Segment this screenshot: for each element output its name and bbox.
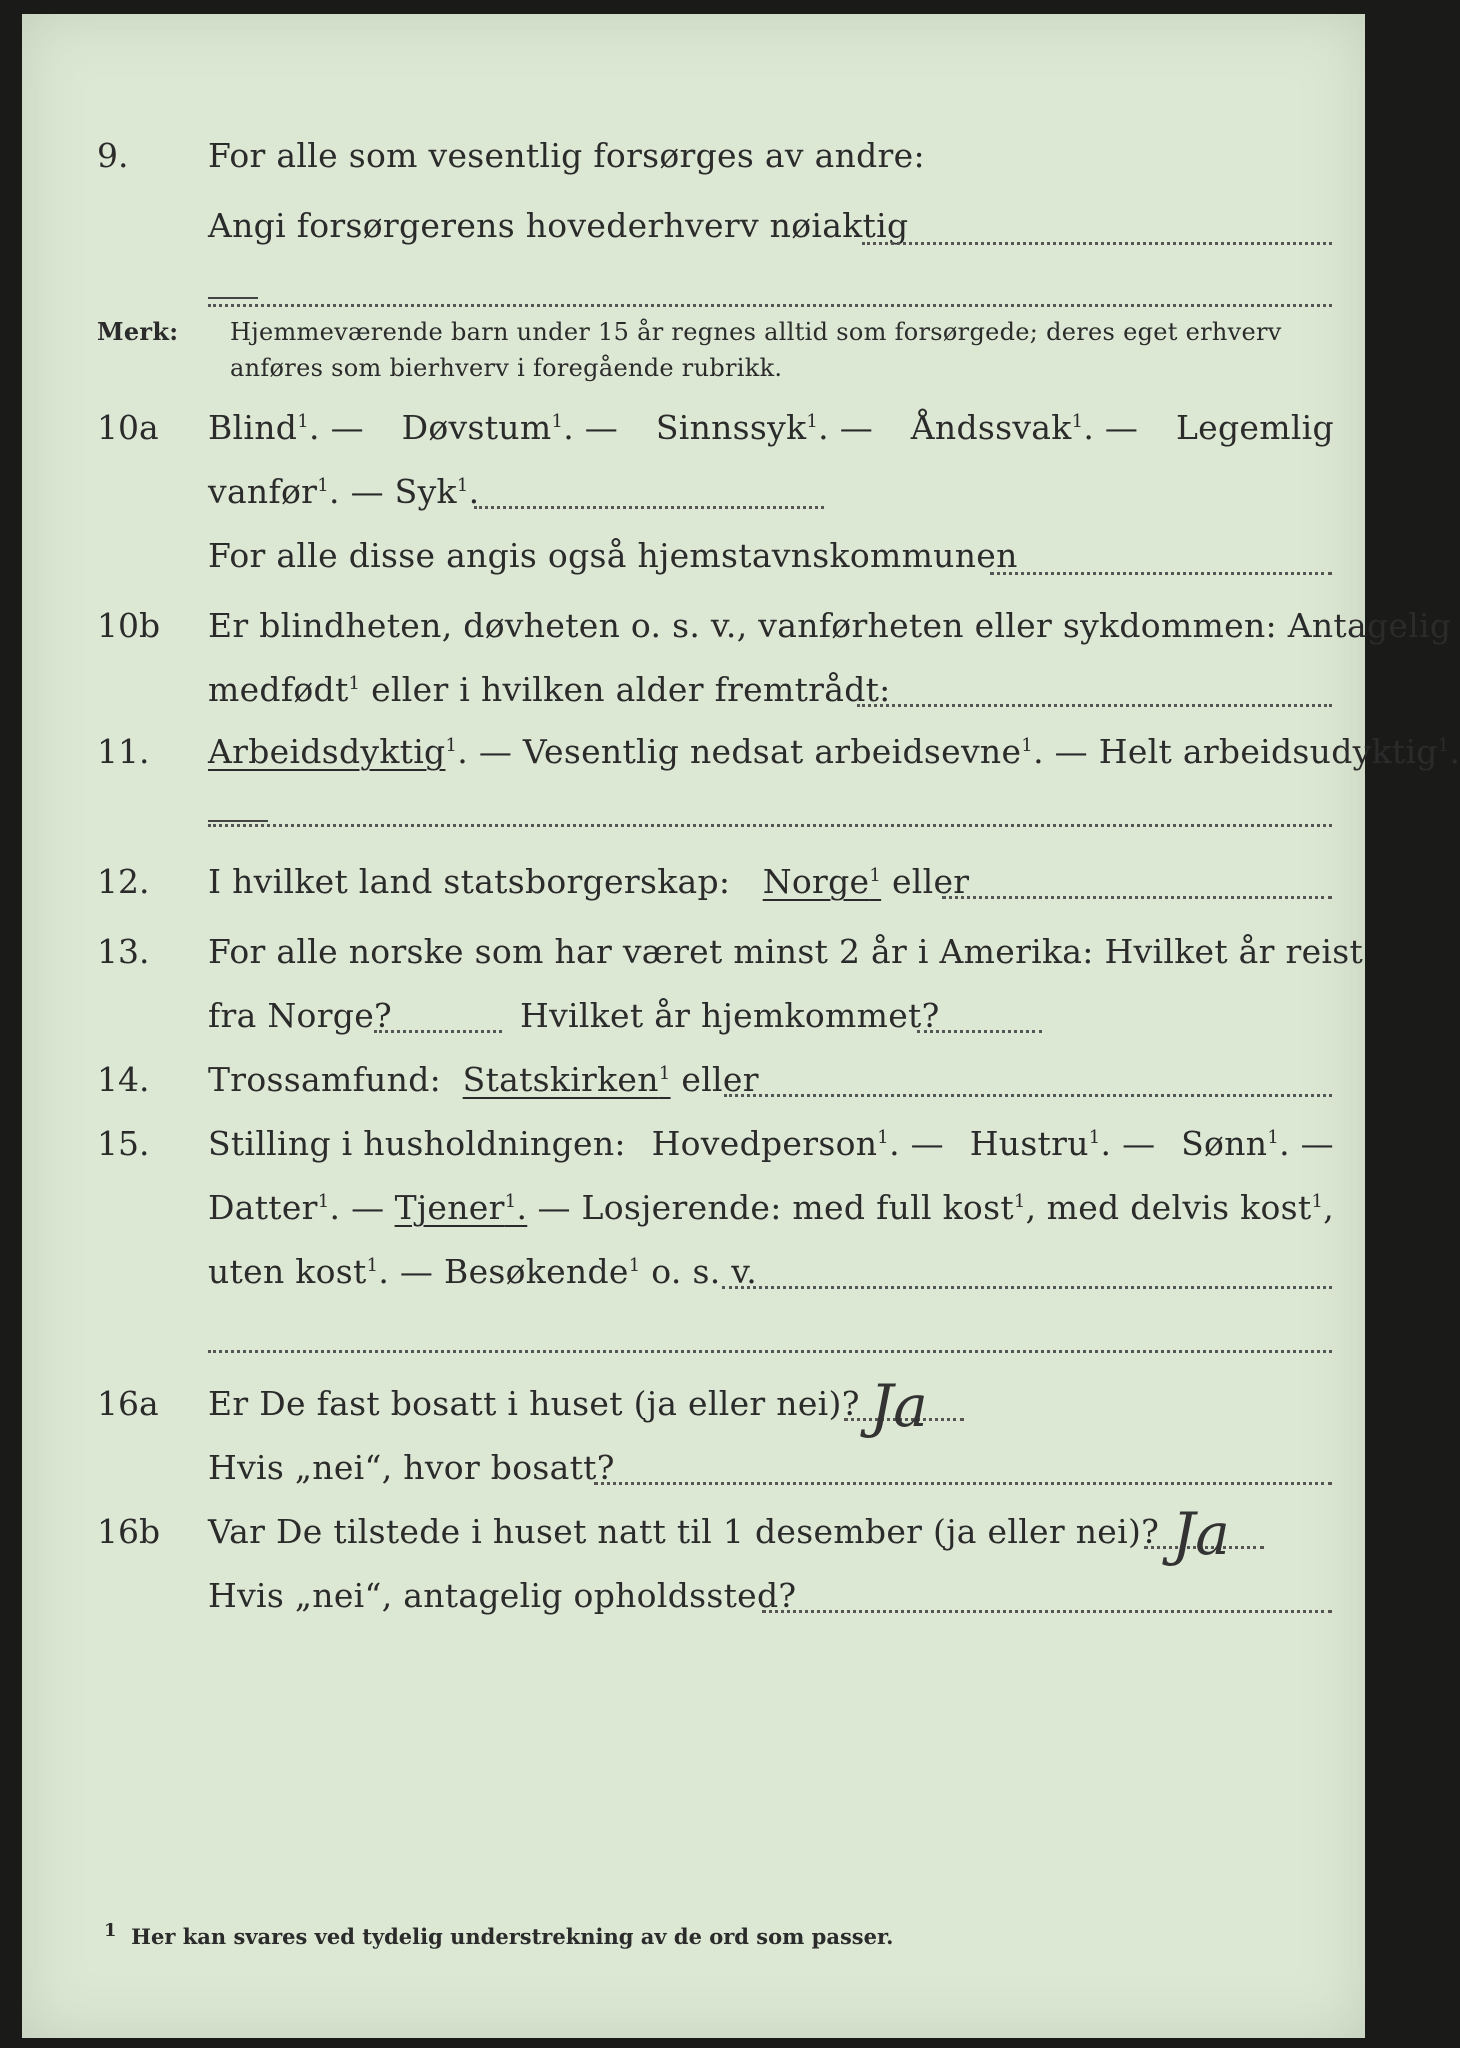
q16b-line2: Hvis „nei“, antagelig opholdssted? <box>208 1576 797 1615</box>
q10a-andssvak[interactable]: Åndssvak$^1$. — <box>910 408 1139 447</box>
q13-fra-line[interactable] <box>374 1030 502 1033</box>
q15-answer-line-2[interactable] <box>208 1350 1332 1353</box>
q12-text: I hvilket land statsborgerskap: <box>208 862 731 901</box>
q15-delvis[interactable]: med delvis kost$^1$, <box>1046 1188 1334 1227</box>
q10a-number: 10a <box>97 408 159 447</box>
q9-number: 9. <box>97 136 129 175</box>
q15-datter[interactable]: Datter$^1$. — <box>208 1188 385 1227</box>
q15-sonn[interactable]: Sønn$^1$. — <box>1181 1124 1334 1163</box>
q16a-line2: Hvis „nei“, hvor bosatt? <box>208 1448 615 1487</box>
q9-rule <box>208 297 258 299</box>
q13-number: 13. <box>97 932 150 971</box>
q11-arbeidsdyktig[interactable]: Arbeidsdyktig <box>208 732 446 771</box>
footnote-text: Her kan svares ved tydelig understrekning av de ord som passer. <box>131 1924 894 1949</box>
q11-number: 11. <box>97 732 150 771</box>
q16a-number: 16a <box>97 1384 159 1423</box>
q13-line1: For alle norske som har været minst 2 år i Amerika: Hvilket år reist <box>208 932 1364 971</box>
q10a-line2 <box>208 472 479 512</box>
q9-line1: For alle som vesentlig forsørges av andre: <box>208 136 925 175</box>
q15-line1 <box>208 1124 1334 1164</box>
q13-fra: fra Norge? <box>208 996 393 1035</box>
q15-tjener[interactable]: Tjener$^1$. <box>394 1188 528 1227</box>
q10a-hjemstavn-line[interactable] <box>990 572 1332 575</box>
q14-statskirken[interactable]: Statskirken$^1$ <box>462 1060 671 1099</box>
q15-osv: o. s. v. <box>651 1252 758 1291</box>
q12-number: 12. <box>97 862 150 901</box>
q16a-line1: Er De fast bosatt i huset (ja eller nei)? <box>208 1384 860 1423</box>
q15-hustru[interactable]: Hustru$^1$. — <box>969 1124 1156 1163</box>
q13-hjem: Hvilket år hjemkommet? <box>520 996 940 1035</box>
q9-answer-line-2[interactable] <box>208 304 1332 307</box>
q10a-line1 <box>208 408 1334 448</box>
merk-label: Merk: <box>97 317 179 346</box>
q15-besokende[interactable]: Besøkende$^1$ <box>444 1252 641 1291</box>
q12-answer-line[interactable] <box>942 896 1332 899</box>
q10a-syk[interactable]: Syk$^1$. <box>394 472 480 511</box>
q14-text: Trossamfund: <box>208 1060 442 1099</box>
q10a-legemlig[interactable]: Legemlig <box>1175 408 1334 447</box>
q14-answer-line[interactable] <box>724 1094 1332 1097</box>
q15-line2 <box>208 1188 1334 1228</box>
q10a-vanfor[interactable]: vanfør$^1$. — <box>208 472 395 511</box>
q13-hjem-line[interactable] <box>917 1030 1042 1033</box>
merk-line2: anføres som bierhverv i foregående rubrikk. <box>230 354 783 382</box>
q11-answer-line[interactable] <box>208 824 1332 827</box>
q10a-syk-line[interactable] <box>474 506 824 509</box>
q11-rule <box>208 820 268 822</box>
q15-uten[interactable]: uten kost$^1$. <box>208 1252 390 1291</box>
q10a-line3: For alle disse angis også hjemstavnskommunen <box>208 536 1018 575</box>
footnote <box>104 1920 894 1949</box>
q12-norge[interactable]: Norge$^1$ <box>762 862 882 901</box>
q10b-line2 <box>208 670 891 710</box>
q15-hovedperson[interactable]: Hovedperson$^1$. — <box>651 1124 944 1163</box>
q15-answer-line[interactable] <box>722 1286 1332 1289</box>
q15-line3: uten kost$^1$. — Besøkende$^1$ o. s. v. <box>208 1252 758 1291</box>
q14-number: 14. <box>97 1060 150 1099</box>
q14-line1 <box>208 1060 759 1100</box>
q11-helt[interactable]: Helt arbeidsudyktig$^1$ <box>1098 732 1450 771</box>
q10b-medfodt[interactable]: medfødt$^1$ <box>208 670 361 709</box>
q11-line1: Arbeidsdyktig$^1$. — Vesentlig nedsat arbeidsevne$^1$. — Helt arbeidsudyktig$^1$. <box>208 732 1460 771</box>
footnote-mark: 1 <box>104 1920 117 1941</box>
q15-losjerende[interactable]: — Losjerende: med full kost$^1$, <box>537 1188 1037 1227</box>
q10a-sinnssyk[interactable]: Sinnssyk$^1$. — <box>655 408 874 447</box>
q15-number: 15. <box>97 1124 150 1163</box>
q10b-line2-rest: eller i hvilken alder fremtrådt: <box>371 670 891 709</box>
q11-nedsat[interactable]: Vesentlig nedsat arbeidsevne$^1$ <box>522 732 1034 771</box>
q10b-line1: Er blindheten, døvheten o. s. v., vanførheten eller sykdommen: Antagelig <box>208 606 1452 645</box>
q14-eller: eller <box>681 1060 759 1099</box>
q9-answer-line[interactable] <box>862 242 1332 245</box>
q16a-handwritten-answer[interactable]: Ja <box>870 1372 928 1440</box>
q12-line1 <box>208 862 969 902</box>
q10a-dovstum[interactable]: Døvstum$^1$. — <box>401 408 619 447</box>
q15-label: Stilling i husholdningen: <box>208 1124 626 1163</box>
merk-line1: Hjemmeværende barn under 15 år regnes alltid som forsørgede; deres eget erhverv <box>230 318 1282 346</box>
q10b-answer-line[interactable] <box>857 704 1332 707</box>
q10a-blind[interactable]: Blind$^1$. — <box>208 408 364 447</box>
q16b-handwritten-answer[interactable]: Ja <box>1172 1500 1230 1568</box>
q16b-line1: Var De tilstede i huset natt til 1 desember (ja eller nei)? <box>208 1512 1160 1551</box>
q16b-number: 16b <box>97 1512 161 1551</box>
q9-line2: Angi forsørgerens hovederhverv nøiaktig <box>208 206 909 245</box>
q12-eller: eller <box>891 862 970 901</box>
census-form-page <box>22 14 1460 2038</box>
q16a-where-line[interactable] <box>594 1482 1332 1485</box>
q10b-number: 10b <box>97 606 161 645</box>
q16b-where-line[interactable] <box>762 1610 1332 1613</box>
